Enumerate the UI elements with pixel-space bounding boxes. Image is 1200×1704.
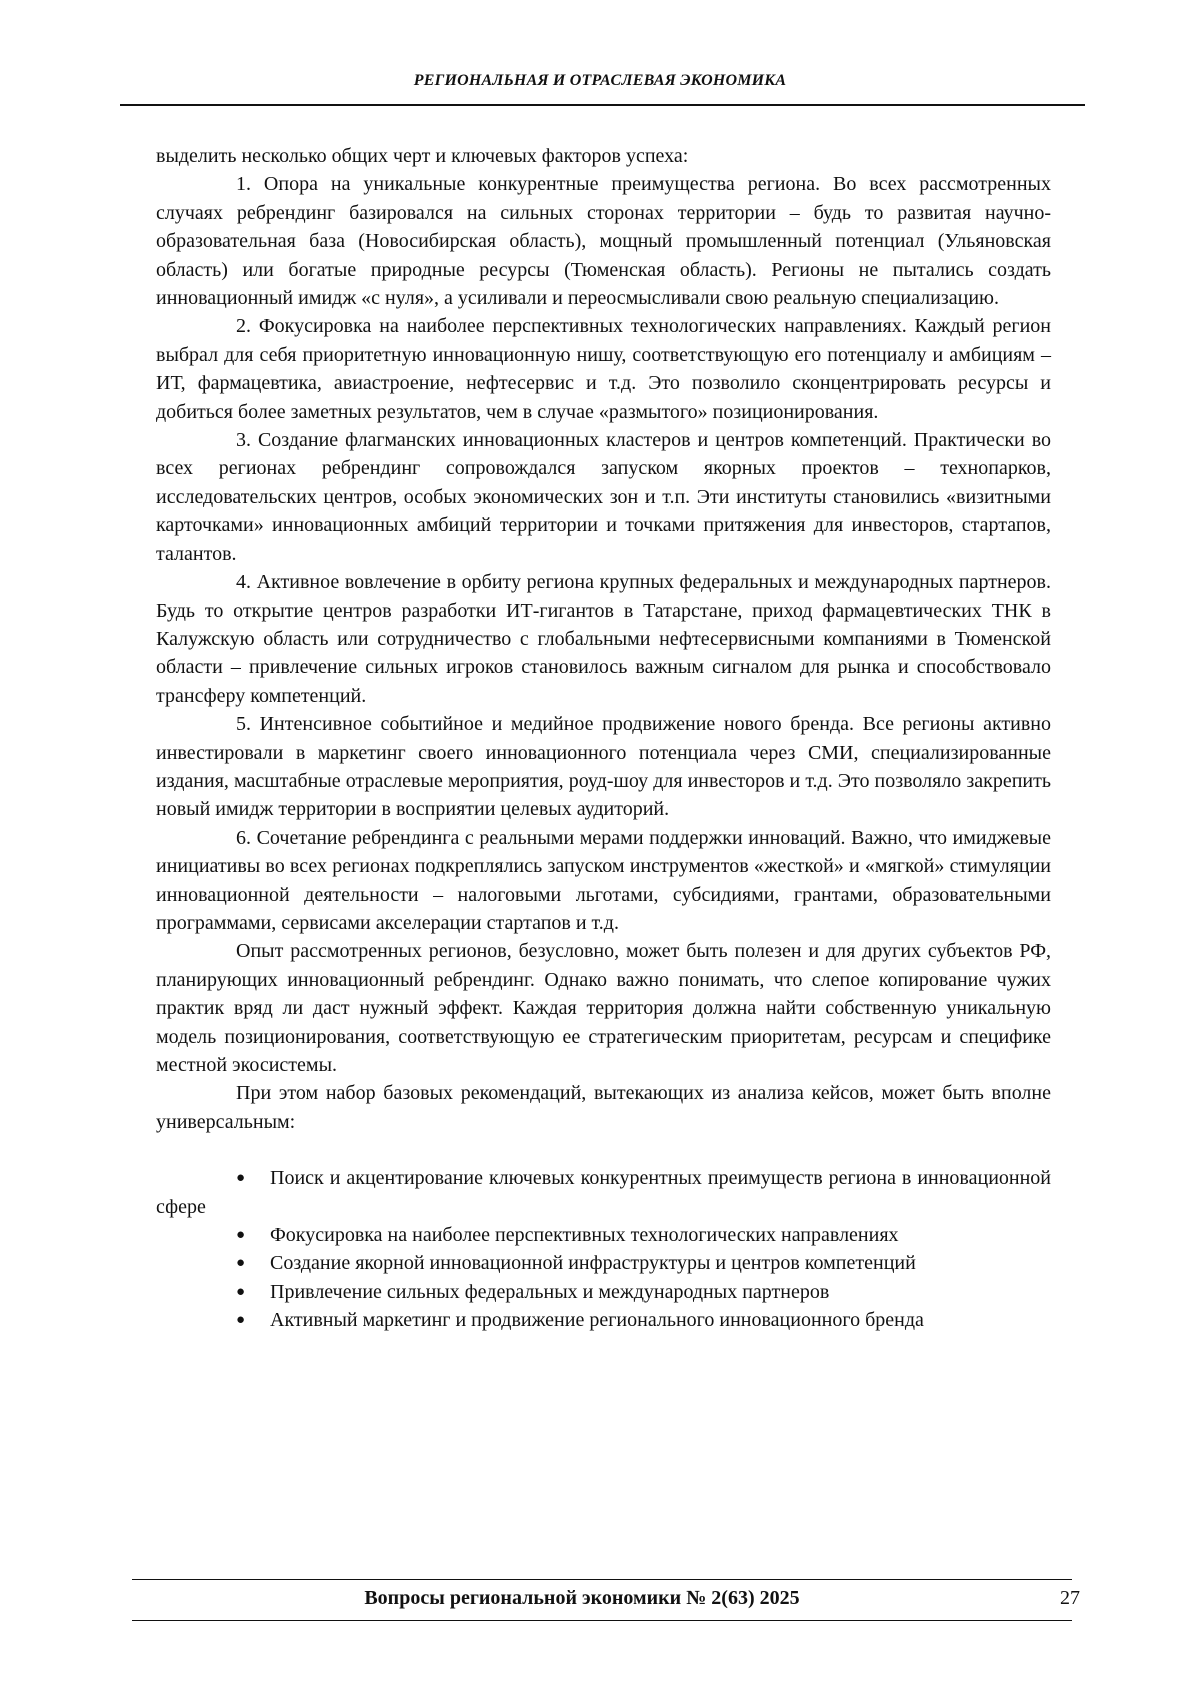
list-item-text: Создание якорной инновационной инфраструктуры и центров компетенций [270, 1252, 916, 1275]
paragraph-intro: выделить несколько общих черт и ключевых факторов успеха: [156, 145, 689, 167]
header-divider [120, 104, 1085, 106]
list-item-text: Фокусировка на наиболее перспективных технологических направлениях [270, 1224, 899, 1247]
page-number: 27 [1060, 1587, 1080, 1609]
paragraph-factor-3: 3. Создание флагманских инновационных кластеров и центров компетенций. Практически во всех регионах ребрендинг сопровождался запуском якорных проектов – технопарков, исследовательских центров, особых экономических зон и т.п. Эти институты становились «визитными карточками» инновационных амбиций территории и точками притяжения для инвесторов, стартапов, талантов. [156, 429, 1051, 565]
list-item [156, 1278, 1051, 1306]
paragraph-factor-1: 1. Опора на уникальные конкурентные преимущества региона. Во всех рассмотренных случаях ребрендинг базировался на сильных сторонах территории – будь то развитая научно-образовательная база (Новосибирская область), мощный промышленный потенциал (Ульяновская область) или богатые природные ресурсы (Тюменская область). Регионы не пытались создать инновационный имидж «с нуля», а усиливали и переосмысливали свою реальную специализацию. [156, 173, 1051, 310]
list-item [156, 1221, 1051, 1249]
list-spacer [156, 1136, 1051, 1164]
bullet-icon: ● [236, 1255, 246, 1272]
footer-divider-top [132, 1579, 1072, 1580]
bullet-icon: ● [236, 1312, 246, 1329]
bullet-icon: ● [236, 1227, 246, 1244]
paragraph-factor-2: 2. Фокусировка на наиболее перспективных технологических направлениях. Каждый регион выбрал для себя приоритетную инновационную нишу, соответствующую его потенциалу и амбициям – ИТ, фармацевтика, авиастроение, нефтесервис и т.д. Это позволило сконцентрировать ресурсы и добиться более заметных результатов, чем в случае «размытого» позиционирования. [156, 315, 1051, 423]
list-item [156, 1164, 1051, 1221]
paragraph-recommendations-intro: При этом набор базовых рекомендаций, вытекающих из анализа кейсов, может быть вполне универсальным: [156, 1082, 1051, 1133]
footer-journal-title: Вопросы региональной экономики № 2(63) 2025 [364, 1587, 800, 1609]
paragraph-factor-5: 5. Интенсивное событийное и медийное продвижение нового бренда. Все регионы активно инвестировали в маркетинг своего инновационного потенциала через СМИ, специализированные издания, масштабные отраслевые мероприятия, роуд-шоу для инвесторов и т.д. Это позволяло закрепить новый имидж территории в восприятии целевых аудиторий. [156, 713, 1051, 821]
list-item-text: Поиск и акцентирование ключевых конкурентных преимуществ региона в инновационной сфере [156, 1167, 1051, 1218]
paragraph-factor-4: 4. Активное вовлечение в орбиту региона крупных федеральных и международных партнеров. Будь то открытие центров разработки ИТ-гигантов в Татарстане, приход фармацевтических ТНК в Калужскую область или сотрудничество с глобальными нефтесервисными компаниями в Тюменской области – привлечение сильных игроков становилось важным сигналом для рынка и способствовало трансферу компетенций. [156, 571, 1051, 707]
list-item-text: Активный маркетинг и продвижение регионального инновационного бренда [270, 1309, 924, 1332]
bullet-icon: ● [236, 1170, 246, 1187]
article-body [156, 142, 1051, 1335]
paragraph-experience: Опыт рассмотренных регионов, безусловно, может быть полезен и для других субъектов РФ, планирующих инновационный ребрендинг. Однако важно понимать, что слепое копирование чужих практик вряд ли даст нужный эффект. Каждая территория должна найти собственную уникальную модель позиционирования, соответствующую ее стратегическим приоритетам, ресурсам и специфике местной экосистемы. [156, 940, 1051, 1076]
bullet-icon: ● [236, 1283, 246, 1300]
footer-divider-bottom [132, 1620, 1072, 1621]
list-item [156, 1249, 1051, 1277]
list-item [156, 1306, 1051, 1334]
list-item-text: Привлечение сильных федеральных и международных партнеров [270, 1280, 830, 1303]
running-header: РЕГИОНАЛЬНАЯ И ОТРАСЛЕВАЯ ЭКОНОМИКА [413, 72, 787, 89]
recommendations-list [156, 1164, 1051, 1334]
paragraph-factor-6: 6. Сочетание ребрендинга с реальными мерами поддержки инноваций. Важно, что имиджевые инициативы во всех регионах подкреплялись запуском инструментов «жесткой» и «мягкой» стимуляции инновационной деятельности – налоговыми льготами, субсидиями, грантами, образовательными программами, сервисами акселерации стартапов и т.д. [156, 826, 1051, 934]
